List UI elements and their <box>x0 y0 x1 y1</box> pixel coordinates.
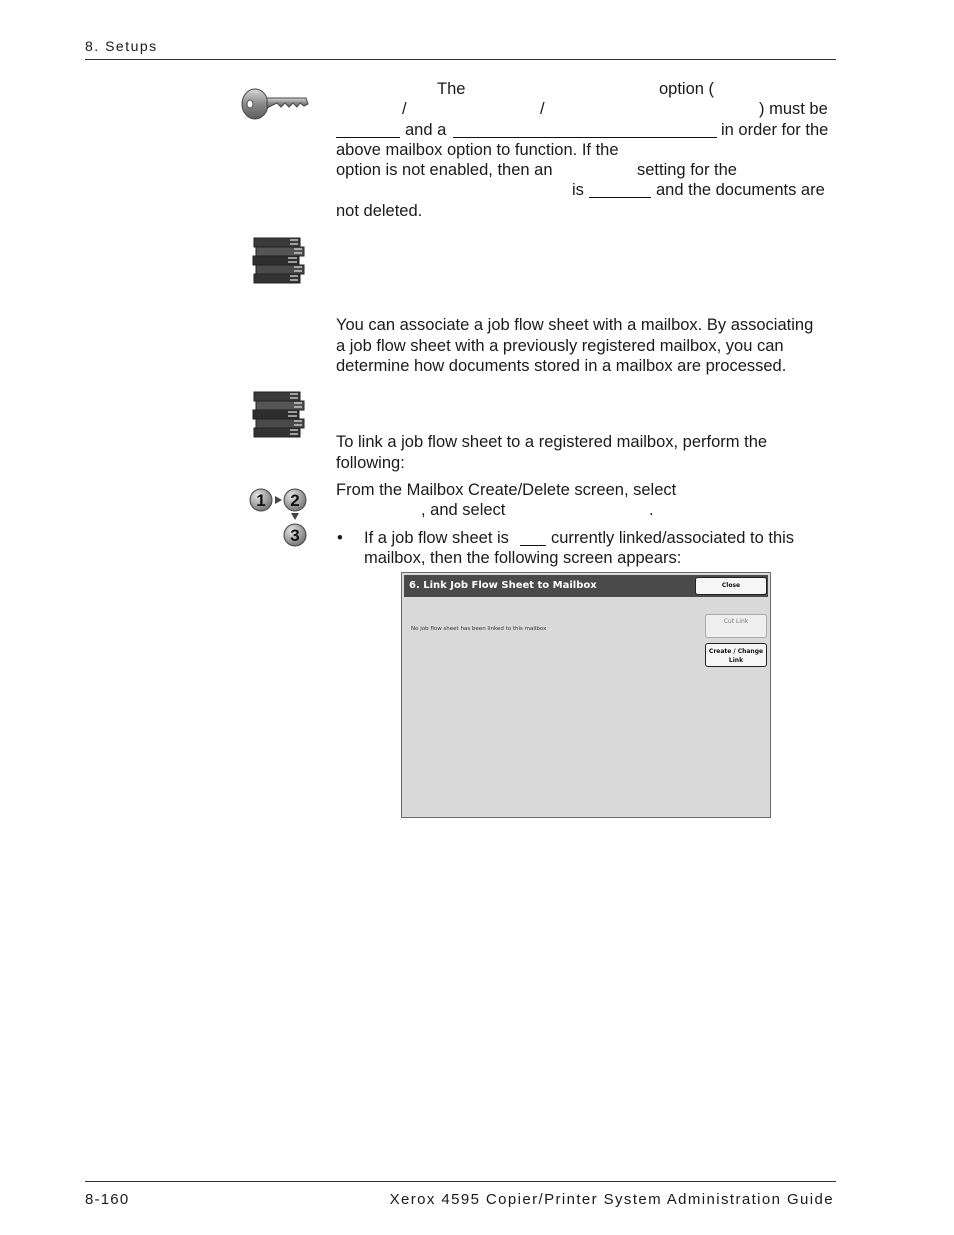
blank-line <box>520 531 546 546</box>
key-icon <box>240 84 310 124</box>
close-button[interactable]: Close <box>695 577 767 595</box>
create-change-link-button[interactable]: Create / Change Link <box>705 643 767 667</box>
page-number: 8-160 <box>85 1191 130 1208</box>
blank-line <box>453 123 717 138</box>
running-header: 8. Setups <box>85 38 158 54</box>
books-icon <box>250 236 308 284</box>
intro-paragraph: You can associate a job flow sheet with a mailbox. By associating a job flow sheet with a previously registered mailbox, you can determine how documents stored in a mailbox are processed. <box>336 316 814 375</box>
svg-text:3: 3 <box>290 526 300 545</box>
svg-text:1: 1 <box>256 491 266 510</box>
svg-text:2: 2 <box>290 491 300 510</box>
blank-line <box>336 123 400 138</box>
header-rule <box>85 59 836 60</box>
cut-link-button[interactable]: Cut Link <box>705 614 767 638</box>
no-link-message: No job flow sheet has been linked to this mailbox <box>411 626 547 632</box>
screen-title: 6. Link Job Flow Sheet to Mailbox <box>404 575 768 597</box>
books-icon <box>250 390 308 438</box>
guide-title: Xerox 4595 Copier/Printer System Administration Guide <box>389 1191 834 1208</box>
footer-rule <box>85 1181 836 1182</box>
blank-line <box>589 183 651 198</box>
bullet: • <box>337 529 343 547</box>
link-intro-paragraph: To link a job flow sheet to a registered mailbox, perform the following: <box>336 433 768 472</box>
steps-123-icon <box>248 486 310 548</box>
link-job-flow-screen <box>401 572 771 818</box>
